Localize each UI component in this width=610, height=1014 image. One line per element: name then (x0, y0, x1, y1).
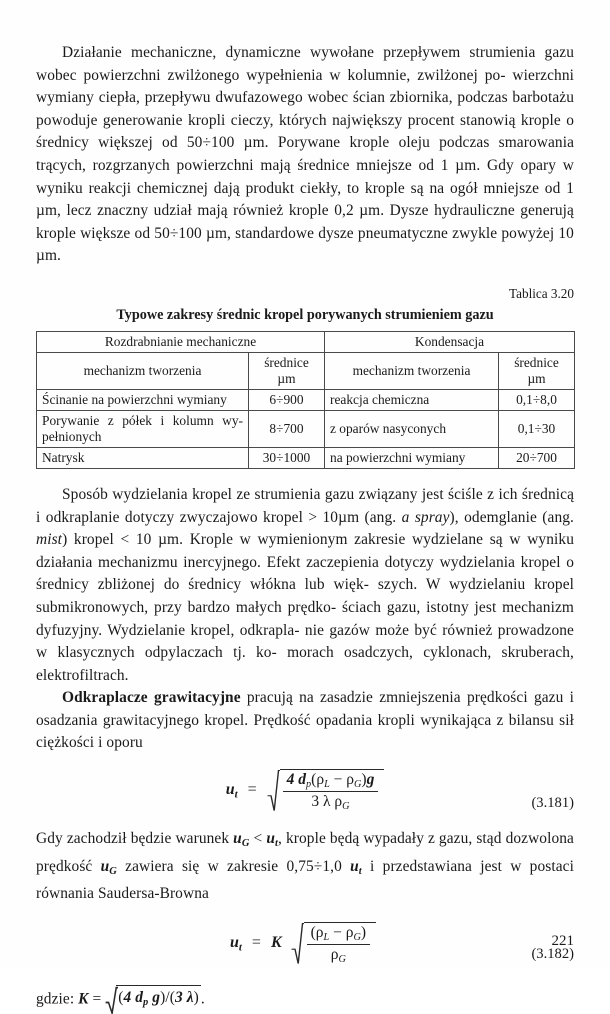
cell-size-left-3: 30÷1000 (249, 447, 325, 468)
cell-mech-left-2-line2: pełnionych (42, 428, 102, 444)
eq2-denominator (307, 945, 370, 965)
eq1-num-rho-gas: ρ (346, 771, 354, 789)
p1-line-4: podczas barbotażu powoduje generowanie kropli cieczy, których największy (36, 89, 574, 129)
eq3-divide-slash: / (165, 988, 170, 1006)
table-row (37, 389, 575, 410)
droplet-size-table (36, 331, 575, 469)
eq2-lhs-variable: u (229, 934, 239, 952)
p4-u-terminal-2-sub: t (358, 865, 362, 877)
eq3-radicand (116, 985, 201, 1014)
k-coefficient-symbol: K (78, 990, 89, 1008)
col-header-diameter-right-line1: średnice (514, 354, 559, 370)
p1-line-2: gazu wobec powierzchni zwilżonego wypełnienia w kolumnie, zwilżonej po- (36, 44, 574, 84)
eq2-num-open-paren: ( (310, 923, 316, 941)
eq3-gravity: g (148, 988, 161, 1006)
p4-line-2c: i przedstawiana (361, 857, 472, 875)
eq3-close-paren: ) (160, 988, 166, 1006)
equation-3-182-number: (3.182) (531, 945, 574, 962)
eq1-num-open-paren: ( (311, 771, 317, 789)
gdzie-label: gdzie: (36, 990, 79, 1008)
p1-line-10: 50÷100 µm, standardowe dysze pneumatyczne zwykle powyżej 10 µm. (36, 224, 574, 265)
equation-3-181-number: (3.181) (531, 795, 574, 812)
equation-3-182-row (36, 922, 574, 965)
p2-line-2a: średnicą i odkraplanie dotyczy zwyczajowo kropel > 10µm (ang. (36, 485, 574, 526)
k-equals-sign: = (88, 990, 106, 1008)
radical-sign-icon (105, 985, 118, 1014)
cell-size-left-2: 8÷700 (249, 410, 325, 447)
p4-u-gas-sub: G (241, 838, 250, 850)
eq3-open-paren: ( (118, 988, 124, 1006)
eq2-num-close-paren: ) (360, 923, 367, 941)
eq2-num-rho-liquid-sub: L (323, 931, 330, 943)
eq1-num-rho-gas-sub: G (354, 779, 362, 791)
eq1-lhs-subscript: t (234, 788, 238, 801)
p3-line-2: gazu i osadzania grawitacyjnego kropel. Prędkość opadania kropli wynikająca (36, 689, 574, 729)
group-header-mechanical: Rozdrabnianie mechaniczne (37, 331, 325, 352)
p3-line-3: z bilansu sił ciężkości i oporu (36, 711, 574, 752)
eq3-d: d (135, 988, 143, 1006)
eq1-lhs-variable: u (225, 781, 235, 799)
p4-line-2b: zawiera się w zakresie 0,75÷1,0 (116, 857, 351, 875)
p2-line-2b: ), (449, 508, 459, 526)
eq1-num-rho-liquid: ρ (316, 771, 325, 789)
eq1-num-4dp: 4 d (286, 771, 307, 789)
cell-mech-left-2 (37, 410, 249, 447)
p2-italic-mist: mist (36, 531, 63, 549)
p4-line-1b: , krople będą wypadały z gazu, stąd (278, 830, 502, 848)
cell-mech-right-3: na powierzchni wymiany (325, 447, 499, 468)
p1-line-1: Działanie mechaniczne, dynamiczne wywołane przepływem strumienia (62, 44, 536, 61)
group-header-condensation: Kondensacja (325, 331, 575, 352)
paragraph-intro (36, 42, 574, 268)
p4-less-than: < (249, 830, 267, 848)
eq2-numerator (307, 924, 370, 945)
p4-u-gas-2: u (100, 857, 110, 875)
cell-mech-right-1: reakcja chemiczna (325, 389, 499, 410)
table-number-label: Tablica 3.20 (509, 285, 574, 301)
eq1-num-gravity: g (366, 771, 375, 789)
p4-u-terminal-sub: t (274, 838, 278, 850)
eq3-three: 3 (174, 988, 187, 1006)
p2-italic-a-spray: a spray (401, 508, 450, 526)
cell-size-left-1: 6÷900 (249, 389, 325, 410)
p2-line-7: ściach gazu, istotny jest mechanizm dyfuzyjny. Wydzielanie kropel, odkrapla- (36, 598, 574, 639)
eq2-num-rho-gas-sub: G (353, 931, 361, 943)
col-header-diameter-right (499, 352, 575, 389)
p2-line-6: szych. W wydzielaniu kropel submikronowych, przy bardzo małych prędko- (36, 576, 575, 616)
p2-line-3b: ) kropel < 10 µm. Krople w wymienionym zakresie (62, 531, 406, 549)
eq2-den-rho-sub: G (338, 953, 346, 965)
equation-3-181 (36, 769, 574, 812)
eq3-square-root (105, 985, 201, 1014)
eq1-den-three: 3 (311, 793, 324, 811)
cell-size-right-2: 0,1÷30 (499, 410, 575, 447)
p4-u-gas-2-sub: G (109, 865, 117, 877)
term-odkraplacze-grawitacyjne: Odkraplacze grawitacyjne (62, 689, 241, 707)
paragraph-souders-brown (36, 828, 574, 906)
p2-line-9: morach osadczych, cyklonach, skruberach, elektrofiltrach. (36, 644, 574, 684)
p4-u-terminal-2: u (350, 857, 359, 875)
eq1-radicand (280, 769, 385, 812)
eq2-lhs-subscript: t (238, 941, 242, 954)
p4-u-terminal: u (266, 830, 275, 848)
eq1-numerator (283, 771, 379, 792)
radical-sign-icon (291, 922, 304, 965)
eq2-radicand (304, 922, 376, 965)
col-header-mechanism-right: mechanizm tworzenia (325, 352, 499, 389)
p4-line-1a: Gdy zachodził będzie warunek (36, 830, 234, 848)
eq1-num-close-paren: ) (361, 771, 367, 789)
eq1-fraction (283, 771, 379, 812)
col-header-diameter-left (249, 352, 325, 389)
p2-line-4: wydzielane są w wyniku działania mechanizmu inercyjnego. Efekt zaczepienia (36, 531, 574, 571)
eq1-den-lambda: λ (323, 793, 331, 811)
p4-line-3: jest w postaci równania Saudersa-Browna (36, 857, 574, 903)
eq3-open-paren-2: ( (169, 988, 175, 1006)
p2-line-8: nie gazów może być również prowadzone w klasycznych odpylaczach tj. ko- (36, 621, 574, 662)
eq3-close-paren-2: ) (193, 988, 199, 1006)
p4-line-2a: dozwolona prędkość (36, 830, 574, 875)
cell-mech-left-1: Ścinanie na powierzchni wymiany (37, 389, 249, 410)
eq3-lambda: λ (186, 988, 194, 1006)
eq1-num-minus: − (329, 771, 347, 789)
p1-line-6: oleju podczas smarowania trących, rozgrzanych powierzchni mają średnice (36, 134, 574, 174)
col-header-diameter-left-line1: średnice (264, 354, 309, 370)
table-row (37, 410, 575, 447)
radical-sign-icon (267, 769, 280, 812)
page-number: 221 (551, 933, 574, 949)
eq3-period: . (200, 990, 205, 1008)
eq2-num-rho-liquid: ρ (315, 923, 324, 941)
eq1-num-rho-liquid-sub: L (324, 779, 330, 791)
table-column-header-row (37, 352, 575, 389)
eq2-k-coefficient: K (270, 934, 282, 952)
eq1-denominator (283, 792, 379, 812)
table-caption: Typowe zakresy średnic kropel porywanych strumieniem gazu (116, 306, 494, 323)
col-header-diameter-right-line2: µm (527, 370, 546, 386)
col-header-mechanism-left: mechanizm tworzenia (37, 352, 249, 389)
p2-line-1: Sposób wydzielania kropel ze strumienia gazu związany jest ściśle z ich (62, 485, 518, 503)
cell-mech-right-2: z oparów nasyconych (325, 410, 499, 447)
eq1-den-rho: ρ (330, 793, 343, 811)
eq2-num-minus: − (329, 923, 346, 941)
paragraph-gravity-separators (36, 687, 574, 755)
col-header-diameter-left-line2: µm (277, 370, 296, 386)
p1-line-8: ciekły, to krople są na ogół mniejsze od 1 µm, lecz znaczny udział mają (36, 179, 574, 220)
eq2-num-rho-gas: ρ (345, 923, 354, 941)
p2-line-5: dotyczy wydzielania kropel o średnicy zbliżonej do średnicy włókna lub więk- (36, 553, 575, 594)
eq3-four: 4 (123, 988, 136, 1006)
eq1-square-root (267, 769, 385, 812)
table-group-header-row (37, 331, 575, 352)
eq2-equals-sign: = (251, 934, 261, 952)
cell-mech-left-2-line1: Porywanie z półek i kolumn wy- (42, 412, 243, 428)
page-content (36, 0, 574, 1014)
paragraph-separation-methods (36, 484, 574, 687)
eq2-den-rho: ρ (330, 945, 339, 963)
p1-line-3: wierzchni wymiany ciepła, przepływu dwufazowego wobec ścian zbiornika, (36, 66, 574, 107)
p1-line-5: procent stanowią krople o średnicy większej od 50÷100 µm. Porywane krople (36, 111, 574, 152)
table-row (37, 447, 575, 468)
cell-mech-left-3: Natrysk (37, 447, 249, 468)
p3-line-1-rest: pracują na zasadzie zmniejszenia prędkości (240, 689, 528, 707)
p2-line-3a: odemglanie (ang. (464, 508, 574, 526)
cell-size-right-3: 20÷700 (499, 447, 575, 468)
eq2-fraction (307, 924, 370, 965)
eq2-square-root (291, 922, 376, 965)
cell-size-right-1: 0,1÷8,0 (499, 389, 575, 410)
eq3-d-subscript: p (143, 996, 149, 1008)
eq1-den-rho-sub: G (342, 801, 350, 813)
paragraph-where-clause (36, 985, 574, 1014)
p1-line-7: mniejsze od 1 µm. Gdy opary w wyniku reakcji chemicznej dają produkt (36, 156, 574, 197)
eq1-equals-sign: = (247, 781, 257, 799)
p4-u-gas: u (233, 830, 242, 848)
p1-line-9: również krople 0,2 µm. Dysze hydrauliczne generują krople większe od (36, 202, 574, 242)
equation-3-181-row (36, 769, 574, 812)
equation-3-182 (36, 922, 574, 965)
eq1-num-dp-subscript: p (306, 779, 312, 791)
